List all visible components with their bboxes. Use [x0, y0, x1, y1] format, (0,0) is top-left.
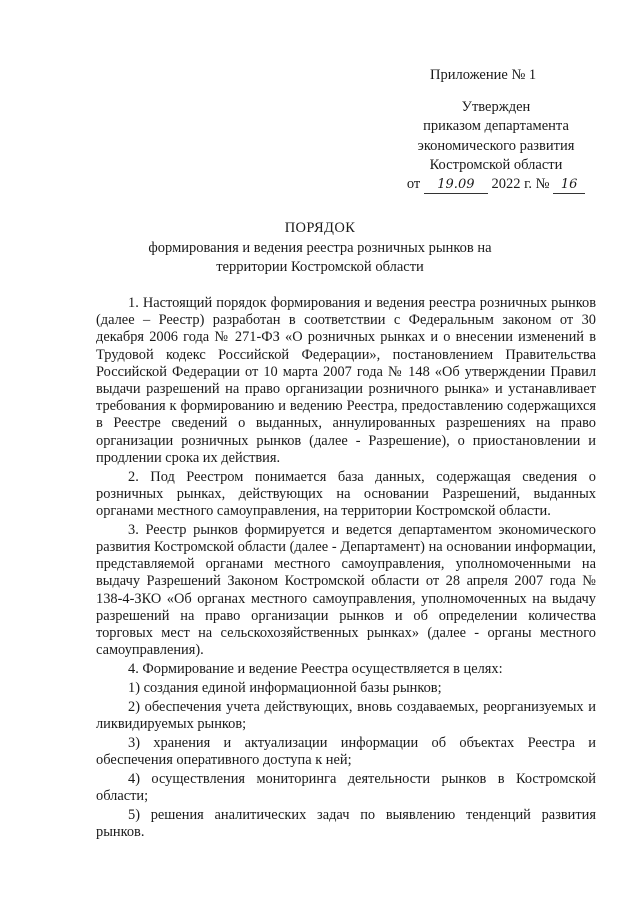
list-item: 4) осуществления мониторинга деятельности рынков в Костромской области;	[96, 770, 596, 804]
title-subtitle-line: территории Костромской области	[216, 259, 424, 275]
order-reference	[396, 175, 596, 194]
list-item: 1) создания единой информационной базы рынков;	[128, 679, 442, 696]
document-body	[96, 295, 596, 843]
appendix-label: Приложение № 1	[430, 67, 537, 83]
order-number-handwritten: 16	[553, 177, 585, 194]
approval-line: приказом департамента	[423, 118, 569, 135]
list-item: 2) обеспечения учета действующих, вновь создаваемых, реорганизуемых и ликвидируемых рынков;	[96, 698, 596, 732]
list-item: 3) хранения и актуализации информации об объектах Реестра и обеспечения оперативного доступа к ней;	[96, 734, 596, 768]
title-subtitle-line: формирования и ведения реестра розничных рынков на	[148, 239, 492, 256]
approval-block	[396, 98, 596, 194]
paragraph: 1. Настоящий порядок формирования и ведения реестра розничных рынков (далее – Реестр) разработан в соответствии с Федеральным законом от 30 декабря 2006 года № 271-ФЗ «О розничных рынках и о внесении изменений в Трудовой кодекс Российской Федерации», постановлением Правительства Российской Федерации от 10 марта 2007 года № 148 «Об утверждении Правил выдачи разрешений на право организации розничного рынка» и устанавливает требования к формированию и ведению Реестра, предоставлению содержащихся в Реестре сведений о выданных, аннулированных разрешениях на право организации розничных рынков (далее - Разрешение), о приостановлении и продлении срока их действия.	[96, 295, 596, 466]
list-item: 5) решения аналитических задач по выявлению тенденций развития рынков.	[96, 806, 596, 840]
paragraph: 2. Под Реестром понимается база данных, содержащая сведения о розничных рынках, действующих на основании Разрешений, выданных органами местного самоуправления, на территории Костромской области.	[96, 468, 596, 520]
approval-line: экономического развития	[417, 137, 575, 154]
approval-line: Утвержден	[461, 99, 531, 115]
order-date-handwritten: 19.09	[424, 177, 488, 194]
approval-line: Костромской области	[429, 156, 563, 173]
title-main: ПОРЯДОК	[284, 220, 356, 236]
paragraph: 4. Формирование и ведение Реестра осуществляется в целях:	[128, 661, 503, 678]
document-title	[40, 219, 600, 278]
paragraph: 3. Реестр рынков формируется и ведется департаментом экономического развития Костромской области (далее - Департамент) на основании информации, представляемой органами местного самоуправления, уполномоченными на выдачу Разрешений Законом Костромской области от 28 апреля 2007 года № 138-4-ЗКО «Об органах местного самоуправления, уполномоченных на выдачу разрешений на право организации рынков и об определении количества торговых мест на сельскохозяйственных рынках» (далее - органы местного самоуправления).	[96, 521, 596, 659]
order-prefix: от	[406, 176, 421, 193]
order-year: 2022 г. №	[491, 176, 550, 193]
